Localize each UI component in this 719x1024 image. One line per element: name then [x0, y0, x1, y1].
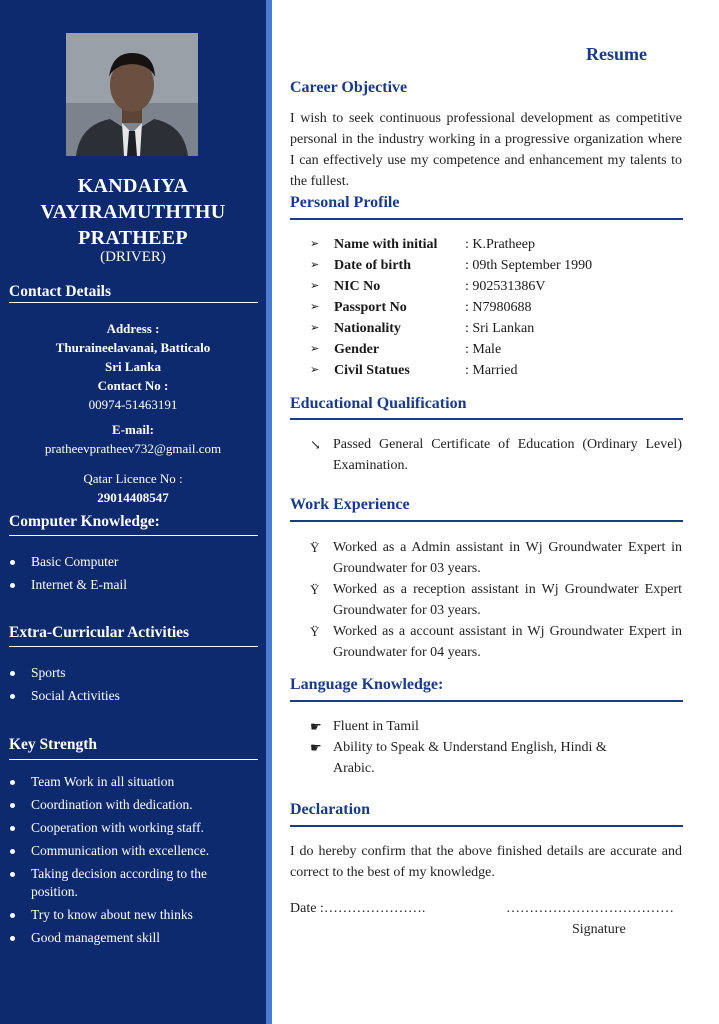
divider — [9, 759, 258, 760]
divider — [290, 520, 683, 522]
computer-heading: Computer Knowledge: — [9, 513, 160, 530]
work-list — [310, 537, 682, 663]
profile-key: Name with initial — [334, 237, 438, 252]
list-item: Ÿ Worked as a Admin assistant in Wj Groundwater Expert in Groundwater for 03 years. — [310, 537, 682, 579]
list-item: Ÿ Worked as a account assistant in Wj Groundwater Expert in Groundwater for 04 years. — [310, 621, 682, 663]
address-label: Address : — [106, 321, 160, 336]
career-text: I wish to seek continuous professional development as competitive personal in the industry working in a progressive organization where I can effectively use my competence and enhancement my talents to the fullest. — [290, 111, 682, 189]
phone-number: 00974-51463191 — [88, 397, 178, 412]
declaration-heading: Declaration — [290, 801, 370, 818]
pointer-bullet-icon: ↘ — [310, 437, 321, 452]
candidate-role: (DRIVER) — [100, 249, 166, 265]
profile-value: : Married — [465, 363, 518, 378]
list-item: ☛ Fluent in Tamil — [310, 716, 650, 737]
divider — [290, 700, 683, 702]
divider — [290, 825, 683, 827]
hand-bullet-icon: ☛ — [310, 740, 322, 755]
licence-label: Qatar Licence No : — [83, 471, 183, 486]
y-bullet-icon: Ÿ — [310, 540, 320, 555]
profile-row — [310, 297, 592, 318]
profile-value: : N7980688 — [465, 300, 532, 315]
personal-heading: Personal Profile — [290, 194, 400, 211]
name-line: VAYIRAMUTHTHU — [40, 201, 226, 223]
y-bullet-icon: Ÿ — [310, 624, 320, 639]
email-address: pratheevpratheev732@gmail.com — [44, 441, 222, 456]
arrow-bullet-icon: ➢ — [310, 301, 320, 313]
list-item: ↘ Passed General Certificate of Education (Ordinary Level) Examination. — [310, 434, 682, 476]
arrow-bullet-icon: ➢ — [310, 322, 320, 334]
address-line: Thuraineelavanai, Batticalo — [55, 340, 211, 355]
profile-row — [310, 318, 592, 339]
name-line: KANDAIYA — [77, 175, 189, 197]
profile-value: : 902531386V — [465, 279, 546, 294]
email-label: E-mail: — [112, 422, 154, 437]
profile-key: Civil Statues — [334, 363, 410, 378]
list-item: Cooperation with working staff. — [9, 819, 249, 837]
profile-row — [310, 360, 592, 381]
extra-heading: Extra-Curricular Activities — [9, 624, 190, 641]
profile-key: Gender — [334, 342, 380, 357]
profile-key: Nationality — [334, 321, 401, 336]
contact-heading: Contact Details — [9, 283, 112, 300]
work-heading: Work Experience — [290, 496, 410, 513]
resume-title: Resume — [586, 44, 647, 64]
list-item: Sports — [9, 662, 120, 685]
arrow-bullet-icon: ➢ — [310, 280, 320, 292]
strength-list — [9, 773, 249, 952]
list-item: Basic Computer — [9, 551, 127, 574]
name-line: PRATHEEP — [78, 227, 188, 249]
list-item: Internet & E-mail — [9, 574, 127, 597]
strength-heading: Key Strength — [9, 736, 97, 753]
profile-row — [310, 339, 592, 360]
personal-profile — [310, 234, 592, 381]
profile-value: : 09th September 1990 — [465, 258, 593, 273]
signature-label: Signature — [572, 922, 626, 937]
profile-row — [310, 276, 592, 297]
education-heading: Educational Qualification — [290, 395, 467, 412]
list-item: Taking decision according to the position. — [9, 865, 249, 901]
profile-value: : Sri Lankan — [465, 321, 535, 336]
sidebar — [0, 0, 266, 1024]
extra-list — [9, 662, 120, 707]
declaration-text: I do hereby confirm that the above finished details are accurate and correct to the best of my knowledge. — [290, 844, 682, 880]
y-bullet-icon: Ÿ — [310, 582, 320, 597]
divider — [9, 535, 258, 536]
list-item: Good management skill — [9, 929, 249, 947]
list-item: ☛ Ability to Speak & Understand English, Hindi & Arabic. — [310, 737, 650, 779]
address-line: Sri Lanka — [105, 359, 161, 374]
language-heading: Language Knowledge: — [290, 676, 444, 693]
date-line: Date :…………………. — [290, 901, 426, 916]
divider — [290, 418, 683, 420]
profile-key: NIC No — [334, 279, 381, 294]
list-item: Try to know about new thinks — [9, 906, 249, 924]
list-item: Team Work in all situation — [9, 773, 249, 791]
language-list — [310, 716, 650, 779]
divider — [9, 302, 258, 303]
phone-label: Contact No : — [97, 378, 169, 393]
contact-details — [0, 319, 266, 507]
list-item: Ÿ Worked as a reception assistant in Wj Groundwater Expert Groundwater for 03 years. — [310, 579, 682, 621]
career-heading: Career Objective — [290, 79, 408, 96]
divider — [9, 646, 258, 647]
profile-key: Passport No — [334, 300, 407, 315]
profile-row — [310, 234, 592, 255]
education-list — [310, 434, 682, 476]
arrow-bullet-icon: ➢ — [310, 259, 320, 271]
arrow-bullet-icon: ➢ — [310, 238, 320, 250]
list-item: Coordination with dedication. — [9, 796, 249, 814]
profile-value: : K.Pratheep — [465, 237, 535, 252]
list-item: Social Activities — [9, 685, 120, 708]
licence-number: 29014408547 — [97, 490, 169, 505]
hand-bullet-icon: ☛ — [310, 719, 322, 734]
computer-list — [9, 551, 127, 596]
candidate-name — [0, 173, 266, 251]
profile-value: : Male — [465, 342, 502, 357]
profile-row — [310, 255, 592, 276]
person-photo-icon — [66, 33, 198, 156]
signature-line: ……………………………… — [506, 901, 674, 916]
list-item: Communication with excellence. — [9, 842, 249, 860]
profile-key: Date of birth — [334, 258, 411, 273]
sidebar-edge — [266, 0, 272, 1024]
profile-photo — [66, 33, 198, 156]
arrow-bullet-icon: ➢ — [310, 364, 320, 376]
arrow-bullet-icon: ➢ — [310, 343, 320, 355]
divider — [290, 218, 683, 220]
